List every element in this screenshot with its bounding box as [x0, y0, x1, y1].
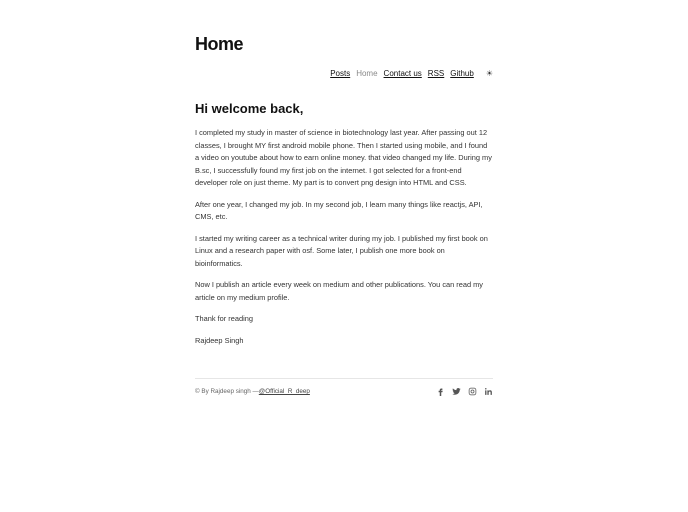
theme-toggle-icon[interactable]: ☀: [485, 69, 493, 78]
paragraph: Now I publish an article every week on medium and other publications. You can read my article on my medium profile.: [195, 280, 483, 302]
nav-posts[interactable]: Posts: [330, 69, 351, 78]
main-nav: [330, 69, 493, 78]
paragraph: I completed my study in master of science in biotechnology last year. After passing out 12 classes, I brought MY first android mobile phone. Then I started using mobile, and I found a video on youtube about how to earn online money. that video changed my life. During my B.sc, I successfully found my first job on the internet. I got selected for a front-end developer role on just theme. My part is to convert png design into HTML and CSS.: [195, 128, 492, 187]
footer: [195, 378, 493, 396]
linkedin-icon[interactable]: [484, 387, 493, 396]
article-content: [195, 127, 493, 356]
twitter-icon[interactable]: [452, 387, 461, 396]
social-links: [436, 387, 493, 396]
page-heading: Hi welcome back,: [195, 101, 304, 116]
paragraph: After one year, I changed my job. In my second job, I learn many things like reactjs, API, CMS, etc.: [195, 199, 483, 221]
nav-contact-us[interactable]: Contact us: [383, 69, 422, 78]
nav-home[interactable]: Home: [356, 69, 378, 78]
nav-github[interactable]: Github: [450, 69, 474, 78]
nav-rss[interactable]: RSS: [427, 69, 445, 78]
signature: Rajdeep Singh: [195, 335, 244, 345]
copyright-text: © By Rajdeep singh —: [195, 388, 259, 395]
paragraph: Thank for reading: [195, 314, 253, 323]
site-title: Home: [195, 34, 244, 54]
copyright: [195, 388, 310, 395]
instagram-icon[interactable]: [468, 387, 477, 396]
facebook-icon[interactable]: [436, 387, 445, 396]
paragraph: I started my writing career as a technical writer during my job. I published my first book on Linux and a research paper with osf. Some later, I publish one more book on bioinformatics.: [195, 233, 488, 268]
twitter-handle-link[interactable]: @Official_R_deep: [258, 388, 310, 395]
